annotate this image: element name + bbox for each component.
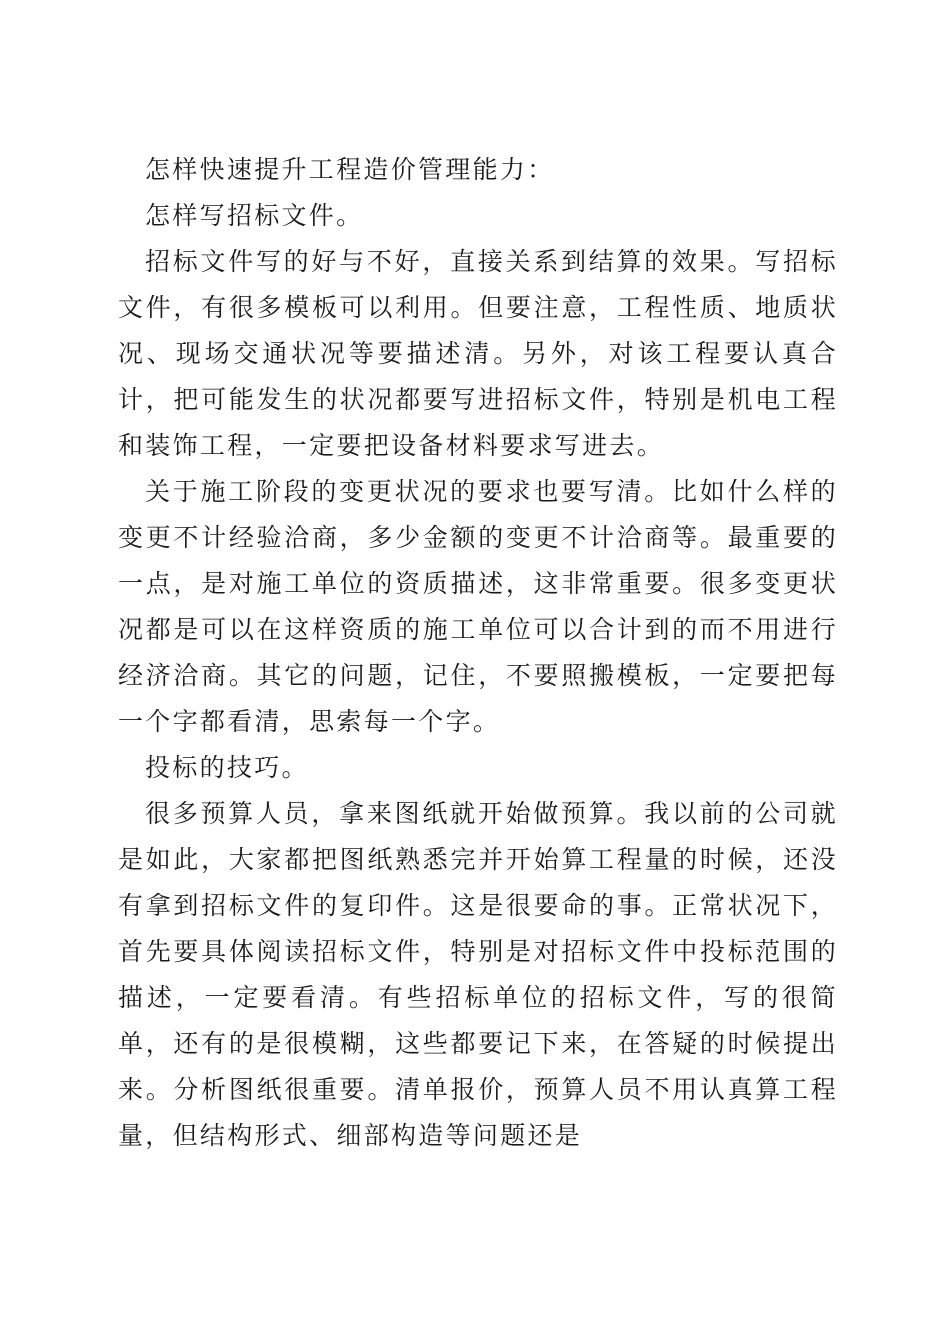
paragraph-tender-documents: 招标文件写的好与不好，直接关系到结算的效果。写招标文件，有很多模板可以利用。但要注意，工程性质、地质状况、现场交通状况等要描述清。另外，对该工程要认真合计，把可能发生的状况都要写进招标文件，特别是机电工程和装饰工程，一定要把设备材料要求写进去。 xyxy=(118,247,838,460)
paragraph-bidding-tips: 很多预算人员，拿来图纸就开始做预算。我以前的公司就是如此，大家都把图纸熟悉完并开始算工程量的时候，还没有拿到招标文件的复印件。这是很要命的事。正常状况下，首先要具体阅读招标文件，特别是对招标文件中投标范围的描述，一定要看清。有些招标单位的招标文件，写的很简单，还有的是很模糊，这些都要记下来，在答疑的时候提出来。分析图纸很重要。清单报价，预算人员不用认真算工程量，但结构形式、细部构造等问题还是 xyxy=(118,799,838,1150)
section-title-bidding-tips: 投标的技巧。 xyxy=(145,753,309,782)
paragraph-construction-changes: 关于施工阶段的变更状况的要求也要写清。比如什么样的变更不计经验洽商，多少金额的变更不计洽商等。最重要的一点，是对施工单位的资质描述，这非常重要。很多变更状况都是可以在这样资质的施工单位可以合计到的而不用进行经济洽商。其它的问题，记住，不要照搬模板，一定要把每一个字都看清，思索每一个字。 xyxy=(118,477,838,736)
document-body xyxy=(118,147,838,1159)
heading-line: 怎样快速提升工程造价管理能力： xyxy=(145,155,555,184)
section-title-tender-documents: 怎样写招标文件。 xyxy=(145,201,364,230)
